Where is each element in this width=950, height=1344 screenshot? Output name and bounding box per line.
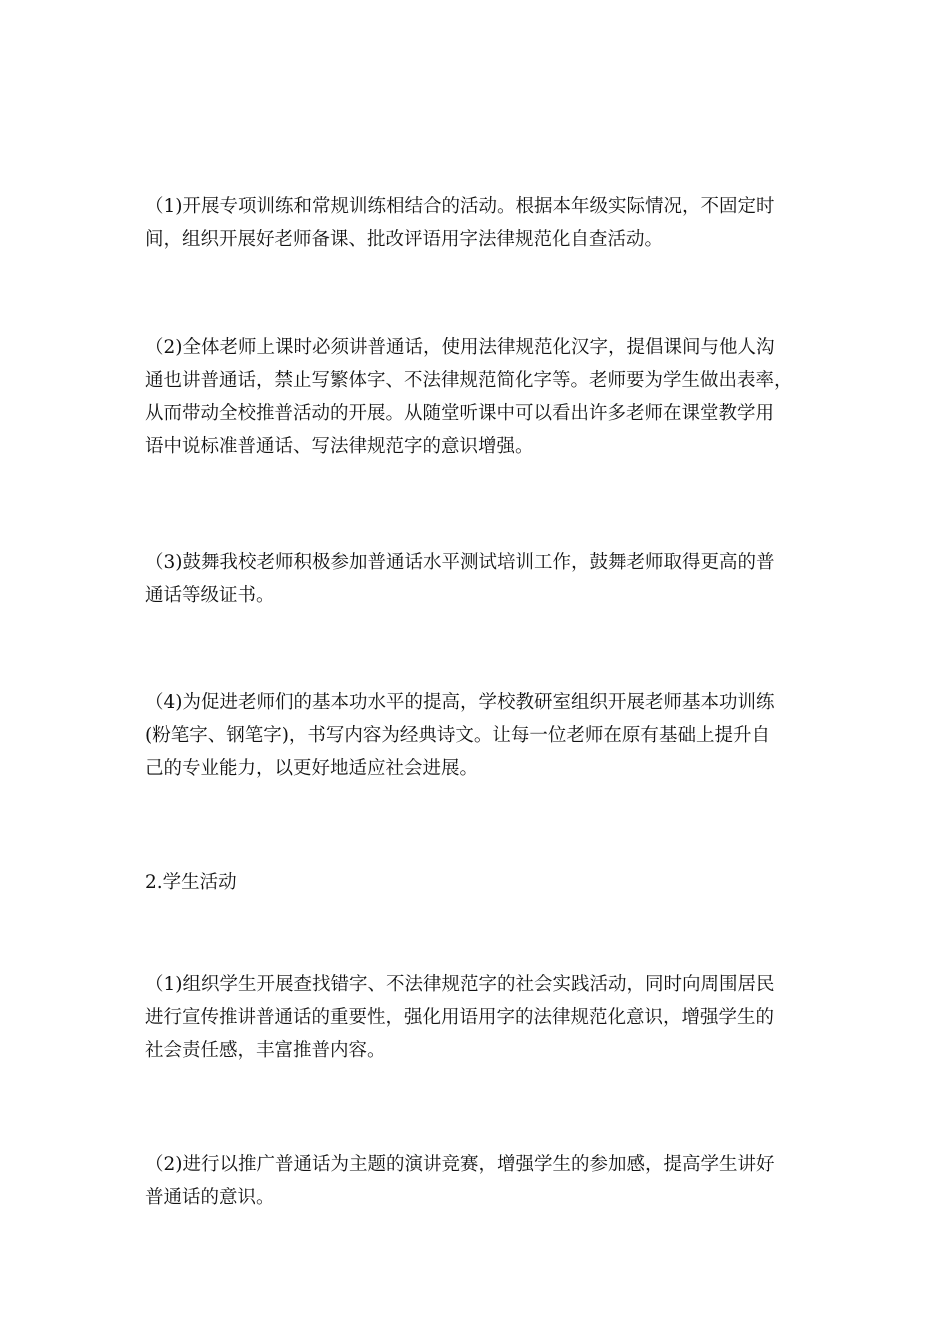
text-line: 社会责任感，丰富推普内容。 [145, 1040, 386, 1061]
teacher-item-1 [145, 190, 810, 256]
text-line: 普通话的意识。 [145, 1187, 275, 1208]
text-line: (粉笔字、钢笔字)，书写内容为经典诗文。让每一位老师在原有基础上提升自 [145, 725, 770, 746]
text-line: 己的专业能力，以更好地适应社会进展。 [145, 758, 479, 779]
text-line: 进行宣传推讲普通话的重要性，强化用语用字的法律规范化意识，增强学生的 [145, 1007, 775, 1028]
teacher-item-4 [145, 686, 810, 785]
text-line: （2)全体老师上课时必须讲普通话，使用法律规范化汉字，提倡课间与他人沟 [145, 337, 775, 358]
text-line: 间，组织开展好老师备课、批改评语用字法律规范化自查活动。 [145, 229, 664, 250]
student-item-1 [145, 968, 810, 1067]
teacher-item-2 [145, 331, 810, 463]
text-line: 通话等级证书。 [145, 585, 275, 606]
student-item-2 [145, 1148, 810, 1214]
text-line: 从而带动全校推普活动的开展。从随堂听课中可以看出许多老师在课堂教学用 [145, 403, 775, 424]
text-line: （1)开展专项训练和常规训练相结合的活动。根据本年级实际情况，不固定时 [145, 196, 775, 217]
text-line: （2)进行以推广普通话为主题的演讲竞赛，增强学生的参加感，提高学生讲好 [145, 1154, 775, 1175]
section-heading: 2.学生活动 [145, 872, 237, 893]
text-line: （1)组织学生开展查找错字、不法律规范字的社会实践活动，同时向周围居民 [145, 974, 775, 995]
text-line: 语中说标准普通话、写法律规范字的意识增强。 [145, 436, 534, 457]
text-line: （3)鼓舞我校老师积极参加普通话水平测试培训工作，鼓舞老师取得更高的普 [145, 552, 775, 573]
text-line: （4)为促进老师们的基本功水平的提高，学校教研室组织开展老师基本功训练 [145, 692, 775, 713]
teacher-item-3 [145, 546, 810, 612]
text-line: 通也讲普通话，禁止写繁体字、不法律规范简化字等。老师要为学生做出表率， [145, 370, 793, 391]
